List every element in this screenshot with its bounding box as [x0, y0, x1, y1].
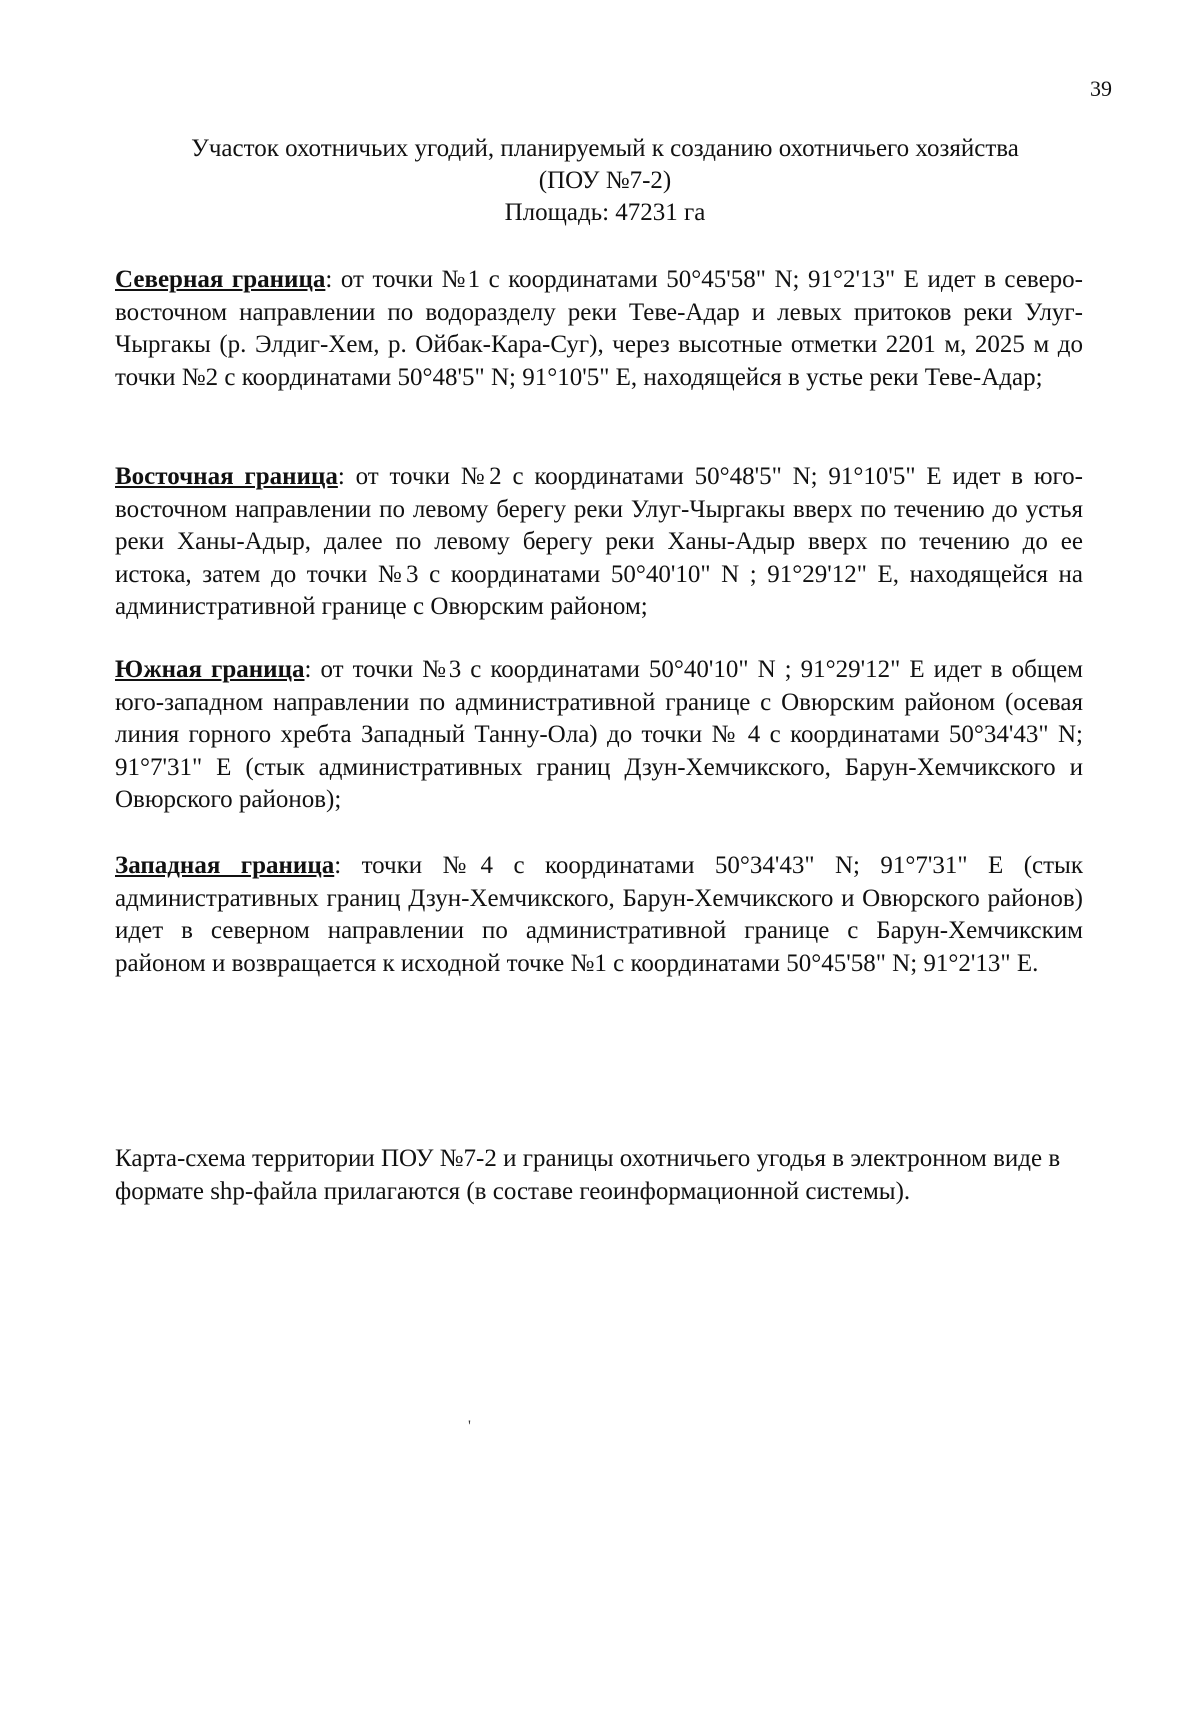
map-scheme-note: Карта-схема территории ПОУ №7-2 и границы охотничьего угодья в электронном виде в формате shp-файла прилагаются (в составе геоинформационной системы). [115, 1145, 1061, 1205]
east-boundary-section [115, 461, 1083, 624]
page-number: 39 [1090, 76, 1112, 101]
title-line-1: Участок охотничьих угодий, планируемый к созданию охотничьего хозяйства [191, 135, 1019, 162]
north-boundary-heading: Северная граница [115, 266, 326, 293]
stray-mark: ' [468, 1418, 471, 1435]
north-boundary-text: : от точки №1 с координатами 50°45'58" N; 91°2'13" E идет в северо-восточном направлении по водоразделу реки Теве-Адар и левых притоков реки Улуг-Чыргакы (р. Элдиг-Хем, р. Ойбак-Кара-Суг), через высотные отметки 2201 м, 2025 м до точки №2 с координатами 50°48'5" N; 91°10'5" E, находящейся в устье реки Теве-Адар; [115, 266, 1083, 391]
south-boundary-section [115, 654, 1083, 817]
north-boundary-section [115, 264, 1083, 394]
south-boundary-heading: Южная граница [115, 656, 305, 683]
west-boundary-text: : точки №4 с координатами 50°34'43" N; 91°7'31" E (стык административных границ Дзун-Хемчикского, Барун-Хемчикского и Овюрского районов) идет в северном направлении по административной границе с Барун-Хемчикским районом и возвращается к исходной точке №1 с координатами 50°45'58" N; 91°2'13" E. [115, 852, 1083, 977]
west-boundary-heading: Западная граница [115, 852, 335, 879]
title-line-2: (ПОУ №7-2) [538, 167, 672, 194]
title-line-area: Площадь: 47231 га [504, 199, 706, 226]
south-boundary-text: : от точки №3 с координатами 50°40'10" N ; 91°29'12" E идет в общем юго-западном направлении по административной границе с Овюрским районом (осевая линия горного хребта Западный Танну-Ола) до точки № 4 с координатами 50°34'43" N; 91°7'31" E (стык административных границ Дзун-Хемчикского, Барун-Хемчикского и Овюрского районов); [115, 656, 1083, 813]
east-boundary-heading: Восточная граница [115, 463, 338, 490]
west-boundary-section [115, 850, 1083, 980]
east-boundary-text: : от точки №2 с координатами 50°48'5" N; 91°10'5" E идет в юго-восточном направлении по левому берегу реки Улуг-Чыргакы вверх по течению до устья реки Ханы-Адыр, далее по левому берегу реки Ханы-Адыр вверх по течению до ее истока, затем до точки №3 с координатами 50°40'10" N ; 91°29'12" E, находящейся на административной границе с Овюрским районом; [115, 463, 1084, 620]
document-title [115, 133, 1095, 229]
